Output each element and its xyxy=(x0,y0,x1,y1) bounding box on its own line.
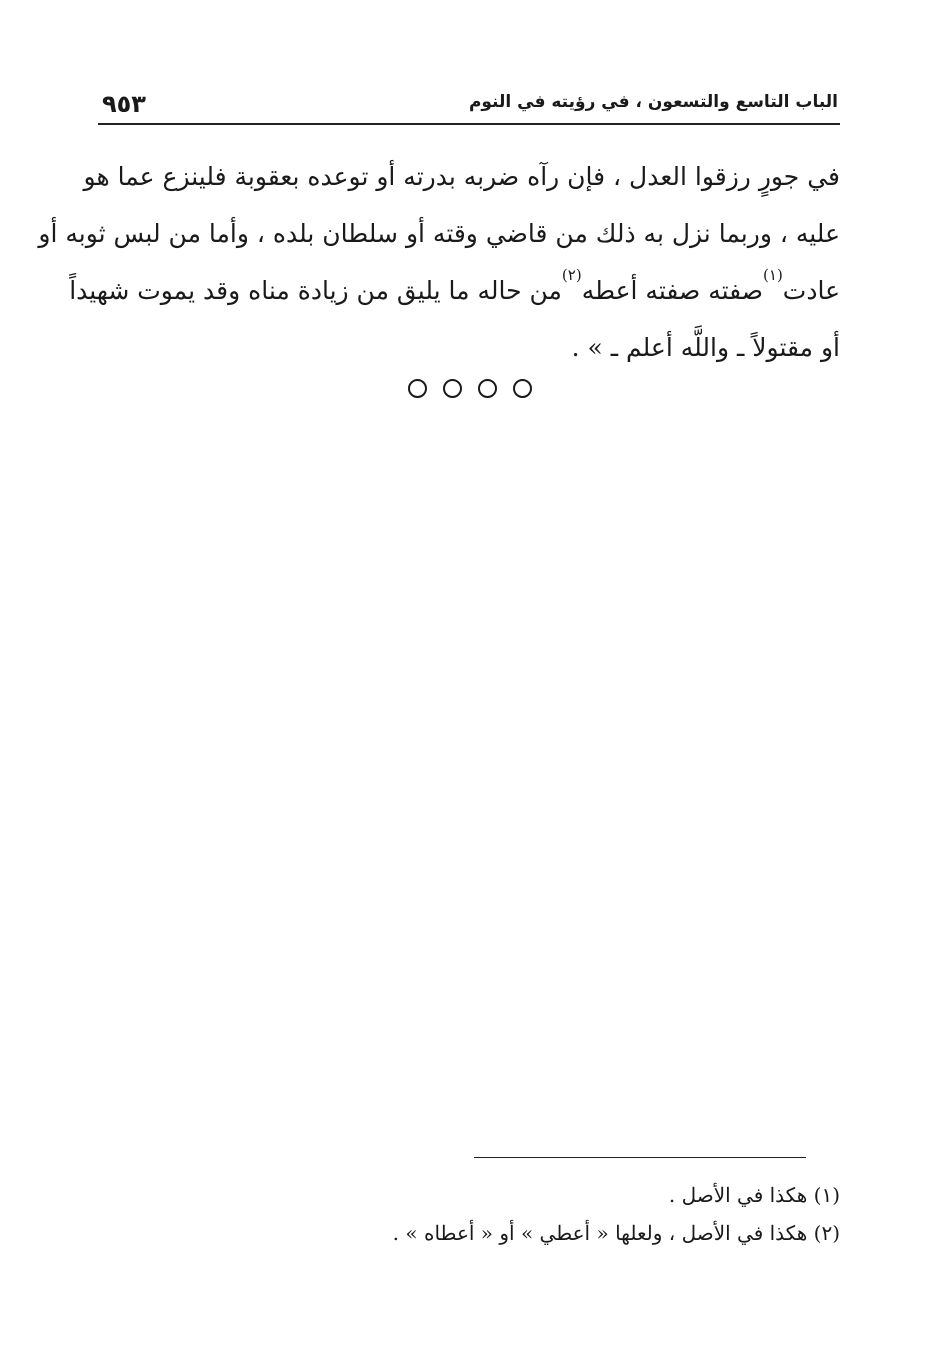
body-line-3-part-b: صفته صفته أعطه xyxy=(581,276,764,305)
ornament-circle xyxy=(513,379,532,398)
running-title: الباب التاسع والتسعون ، في رؤيته في النوم xyxy=(468,92,838,112)
footnote-text: هكذا في الأصل . xyxy=(668,1183,808,1207)
header-rule xyxy=(98,123,840,125)
footnote-marker: (١) xyxy=(813,1183,840,1207)
footnote-1 xyxy=(98,1176,840,1214)
footnote-ref-1: (١) xyxy=(763,266,783,284)
footnote-separator xyxy=(474,1157,806,1158)
body-line-1: في جورٍ رزقوا العدل ، فإن رآه ضربه بدرته أو توعده بعقوبة فلينزع عما هو xyxy=(83,162,840,191)
ornament-circle xyxy=(478,379,497,398)
body-line-3-part-c: من حاله ما يليق من زيادة مناه وقد يموت شهيداً xyxy=(69,276,562,305)
footnote-marker: (٢) xyxy=(813,1221,840,1245)
footnote-2 xyxy=(98,1214,840,1252)
section-end-ornament xyxy=(0,379,940,398)
footnote-text: هكذا في الأصل ، ولعلها « أعطي » أو « أعطاه » . xyxy=(392,1221,808,1245)
body-line-3 xyxy=(69,262,840,319)
body-line-4: أو مقتولاً ـ واللَّه أعلم ـ » . xyxy=(571,333,840,362)
body-line-2: عليه ، وربما نزل به ذلك من قاضي وقته أو سلطان بلده ، وأما من لبس ثوبه أو xyxy=(38,219,840,248)
ornament-circle xyxy=(408,379,427,398)
footnote-ref-2: (٢) xyxy=(561,266,582,284)
page-number: ٩٥٣ xyxy=(102,90,146,118)
body-text xyxy=(38,148,840,376)
body-line-3-part-a: عادت xyxy=(782,276,840,305)
ornament-circle xyxy=(443,379,462,398)
footnotes xyxy=(98,1176,840,1252)
page-header xyxy=(98,88,840,124)
